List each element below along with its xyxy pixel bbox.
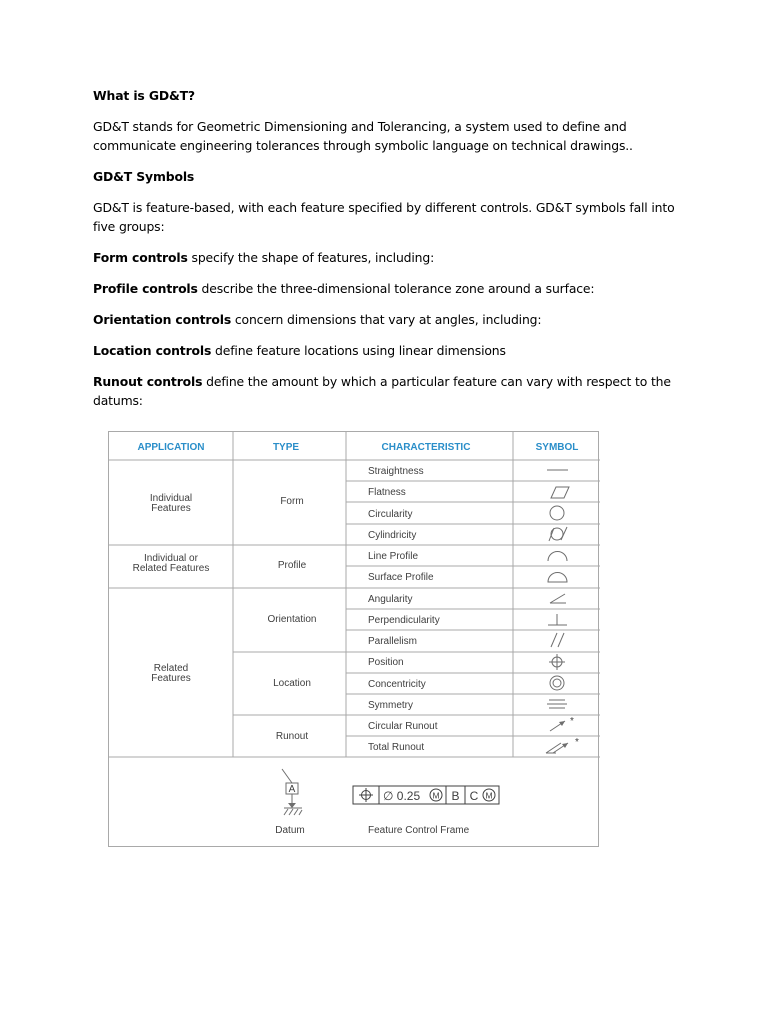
- characteristic-angularity: Angularity: [368, 594, 413, 605]
- flatness-icon: [551, 487, 569, 498]
- orientation-controls-desc: concern dimensions that vary at angles, including:: [231, 312, 542, 327]
- profile-controls-desc: describe the three-dimensional tolerance zone around a surface:: [197, 281, 595, 296]
- intro-paragraph: GD&T stands for Geometric Dimensioning and Tolerancing, a system used to define and communicate engineering tolerances through symbolic language on technical drawings..: [93, 119, 633, 153]
- runout-controls-desc: define the amount by which a particular feature can vary with respect to the datums:: [93, 374, 671, 408]
- characteristic-parallelism: Parallelism: [368, 636, 417, 647]
- location-controls-paragraph: [93, 341, 678, 360]
- type-form: Form: [280, 496, 304, 507]
- profile-controls-term: Profile controls: [93, 281, 198, 296]
- form-controls-desc: specify the shape of features, including:: [187, 250, 435, 265]
- characteristic-circularity: Circularity: [368, 509, 413, 520]
- characteristic-straightness: Straightness: [368, 466, 424, 477]
- header-application: APPLICATION: [137, 442, 205, 453]
- circularity-icon: [550, 506, 564, 520]
- header-symbol: SYMBOL: [535, 442, 579, 453]
- surface-profile-icon: [548, 573, 567, 583]
- fcf-modifier-1: M: [432, 790, 440, 801]
- type-location: Location: [273, 678, 311, 689]
- feature-control-frame: [353, 786, 499, 804]
- gdt-table-svg: [109, 432, 600, 848]
- fcf-datum-b: B: [451, 789, 460, 803]
- total-runout-asterisk: *: [575, 737, 579, 748]
- fcf-datum-c: C: [469, 789, 479, 803]
- application-related-line2: Features: [151, 673, 191, 684]
- profile-controls-paragraph: [93, 279, 678, 298]
- gdt-symbols-table-figure: [108, 431, 599, 847]
- groups-paragraph: GD&T is feature-based, with each feature specified by different controls. GD&T symbols fall into five groups:: [93, 200, 675, 234]
- fcf-label: Feature Control Frame: [368, 825, 470, 836]
- application-individual-line1: Individual: [149, 493, 193, 504]
- total-runout-icon: [546, 737, 579, 753]
- type-runout: Runout: [275, 731, 309, 742]
- fcf-position-icon: [359, 788, 373, 802]
- orientation-controls-term: Orientation controls: [93, 312, 232, 327]
- application-related-line1: Related: [153, 663, 189, 674]
- header-type: TYPE: [272, 442, 300, 453]
- characteristic-total-runout: Total Runout: [368, 742, 425, 753]
- type-orientation: Orientation: [267, 614, 317, 625]
- document-body: [93, 86, 678, 410]
- header-characteristic: CHARACTERISTIC: [381, 442, 471, 453]
- form-controls-term: Form controls: [93, 250, 188, 265]
- symmetry-icon: [547, 700, 567, 708]
- datum-letter: A: [288, 784, 296, 795]
- characteristic-position: Position: [368, 657, 404, 668]
- heading-gdt-symbols: GD&T Symbols: [93, 169, 195, 184]
- characteristic-cylindricity: Cylindricity: [368, 530, 417, 541]
- circular-runout-asterisk: *: [570, 716, 574, 727]
- characteristic-surface-profile: Surface Profile: [368, 572, 434, 583]
- application-individual-or-related-line1: Individual or: [144, 553, 198, 564]
- characteristic-line-profile: Line Profile: [368, 551, 419, 562]
- form-controls-paragraph: [93, 248, 678, 267]
- characteristic-concentricity: Concentricity: [368, 679, 426, 690]
- datum-label: Datum: [275, 825, 305, 836]
- fcf-modifier-2: M: [485, 790, 493, 801]
- application-individual-or-related-line2: Related Features: [132, 563, 210, 574]
- circular-runout-icon: [550, 716, 574, 731]
- perpendicularity-icon: [548, 614, 567, 625]
- location-controls-desc: define feature locations using linear dimensions: [211, 343, 506, 358]
- parallelism-icon: [551, 633, 564, 647]
- orientation-controls-paragraph: [93, 310, 678, 329]
- concentricity-icon: [550, 676, 564, 690]
- runout-controls-term: Runout controls: [93, 374, 203, 389]
- heading-what-is-gdt: What is GD&T?: [93, 88, 195, 103]
- characteristic-flatness: Flatness: [368, 487, 406, 498]
- cylindricity-icon: [549, 527, 567, 541]
- location-controls-term: Location controls: [93, 343, 212, 358]
- line-profile-icon: [548, 552, 567, 562]
- type-profile: Profile: [277, 560, 307, 571]
- characteristic-perpendicularity: Perpendicularity: [368, 615, 440, 626]
- fcf-diameter-tolerance: ∅ 0.25: [383, 789, 421, 803]
- angularity-icon: [550, 594, 566, 603]
- characteristic-symmetry: Symmetry: [368, 700, 413, 711]
- position-icon: [549, 654, 565, 670]
- characteristic-circular-runout: Circular Runout: [368, 721, 438, 732]
- application-individual-line2: Features: [151, 503, 191, 514]
- runout-controls-paragraph: [93, 372, 678, 410]
